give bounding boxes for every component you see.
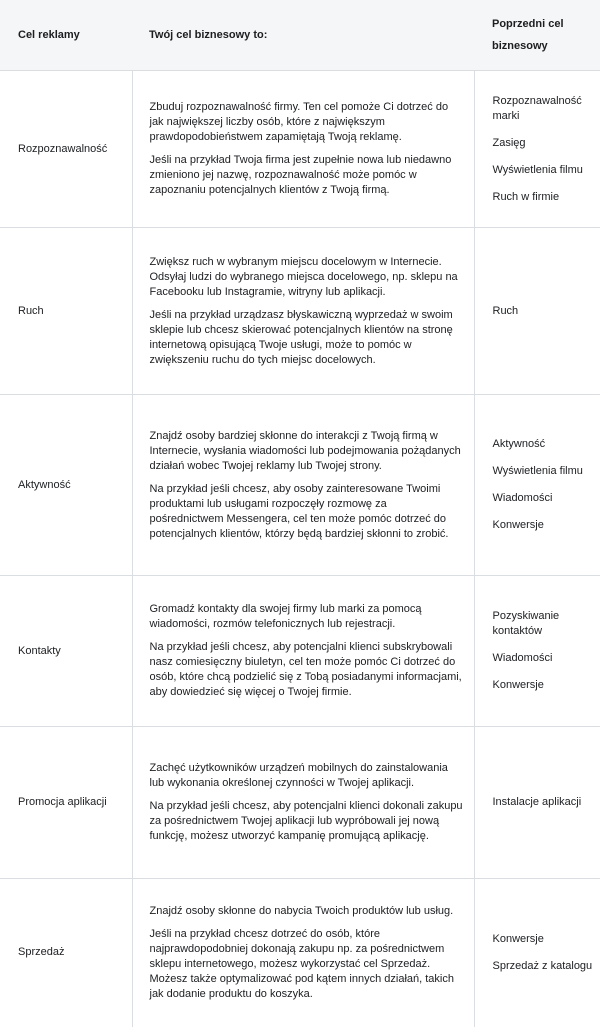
description-cell xyxy=(132,879,474,1027)
description-paragraph: Na przykład jeśli chcesz, aby osoby zainteresowane Twoimi produktami lub usługami rozpoczęły rozmowę za pośrednictwem Messengera, cel ten może pomóc dotrzeć do potencjalnych klientów, którzy będą bardziej skłonni to zrobić. xyxy=(149,482,449,540)
description-cell xyxy=(132,727,474,879)
description-paragraph: Jeśli na przykład urządzasz błyskawiczną wyprzedaż w swoim sklepie lub chcesz skierować potencjalnych klientów na stronę internetową opisującą Twoje usługi, może to pomóc w zwiększeniu ruchu do tych miejsc docelowych. xyxy=(149,308,453,366)
objective-cell: Ruch xyxy=(0,228,132,395)
description-paragraph: Na przykład jeśli chcesz, aby potencjalni klienci subskrybowali nasz comiesięczny biuletyn, cel ten może pomóc Ci dotrzeć do osób, które chcą podzielić się z Tobą posiadanymi informacjami, aby dowiedzieć się więcej o Twojej firmie. xyxy=(149,641,462,698)
previous-goals-cell xyxy=(474,879,600,1027)
description-paragraph: Zbuduj rozpoznawalność firmy. Ten cel pomoże Ci dotrzeć do jak największej liczby osób, które z największym prawdopodobieństwem zapamiętają Twoją reklamę. xyxy=(149,101,449,143)
description-cell xyxy=(132,71,474,228)
objective-cell: Kontakty xyxy=(0,576,132,727)
previous-goals-cell xyxy=(474,71,600,228)
previous-goals-cell xyxy=(474,228,600,395)
objective-cell: Sprzedaż xyxy=(0,879,132,1027)
description-paragraph: Jeśli na przykład Twoja firma jest zupełnie nowa lub niedawno zmieniono jej nazwę, rozpoznawalność może pomóc w zapoznaniu potencjalnych klientów z Twoją firmą. xyxy=(149,154,452,196)
description-paragraph: Na przykład jeśli chcesz, aby potencjalni klienci dokonali zakupu za pośrednictwem Twojej aplikacji lub wypróbowali jej nową funkcję, możesz utworzyć kampanię promującą aplikację. xyxy=(149,800,463,842)
table-row xyxy=(0,71,600,228)
previous-goals-cell xyxy=(474,727,600,879)
table-row xyxy=(0,879,600,1027)
description-paragraph: Znajdź osoby skłonne do nabycia Twoich produktów lub usług. xyxy=(149,904,454,917)
previous-goal-item: Wiadomości xyxy=(492,652,553,664)
table-row xyxy=(0,395,600,576)
previous-goal-item: Wyświetlenia filmu xyxy=(492,465,583,477)
previous-goal-item: Konwersje xyxy=(492,519,544,531)
description-paragraph: Zachęć użytkowników urządzeń mobilnych do zainstalowania lub wykonania określonej czynności w Twojej aplikacji. xyxy=(149,762,448,789)
table-row xyxy=(0,727,600,879)
table-row xyxy=(0,228,600,395)
description-paragraph: Jeśli na przykład chcesz dotrzeć do osób, które najprawdopodobniej dokonają zakupu np. za pośrednictwem sklepu internetowego, możesz wykorzystać cel Sprzedaż. Możesz także optymalizować pod kątem innych działań, takich jak dodanie produktu do koszyka. xyxy=(149,927,454,1000)
previous-goal-item: Rozpoznawalność marki xyxy=(492,94,582,122)
description-cell xyxy=(132,576,474,727)
previous-goal-item: Konwersje xyxy=(492,679,544,691)
previous-goals-cell xyxy=(474,395,600,576)
previous-goal-item: Aktywność xyxy=(492,438,546,450)
previous-goal-item: Wiadomości xyxy=(492,492,553,504)
previous-goal-item: Konwersje xyxy=(492,932,544,945)
previous-goal-item: Wyświetlenia filmu xyxy=(492,163,583,176)
objective-cell: Promocja aplikacji xyxy=(0,727,132,879)
description-cell xyxy=(132,228,474,395)
header-ad-objective: Cel reklamy xyxy=(0,0,132,71)
objective-cell: Rozpoznawalność xyxy=(0,71,132,228)
previous-goal-item: Sprzedaż z katalogu xyxy=(492,959,593,972)
table-row xyxy=(0,576,600,727)
previous-goals-cell xyxy=(474,576,600,727)
header-business-goal: Twój cel biznesowy to: xyxy=(132,0,474,71)
header-previous-goal: Poprzedni cel biznesowy xyxy=(474,0,600,71)
description-paragraph: Zwiększ ruch w wybranym miejscu docelowym w Internecie. Odsyłaj ludzi do wybranego miejsca docelowego, np. sklepu na Facebooku lub Instagramie, witryny lub aplikacji. xyxy=(149,255,458,298)
previous-goal-item: Zasięg xyxy=(492,136,526,149)
objective-cell: Aktywność xyxy=(0,395,132,576)
previous-goal-item: Ruch w firmie xyxy=(492,190,560,203)
table-header-row xyxy=(0,0,600,71)
description-cell xyxy=(132,395,474,576)
description-paragraph: Gromadź kontakty dla swojej firmy lub marki za pomocą wiadomości, rozmów telefonicznych lub rejestracji. xyxy=(149,603,422,630)
previous-goal-item: Ruch xyxy=(492,304,519,317)
previous-goal-item: Pozyskiwanie kontaktów xyxy=(492,610,560,637)
previous-goal-item: Instalacje aplikacji xyxy=(492,796,582,808)
description-paragraph: Znajdź osoby bardziej skłonne do interakcji z Twoją firmą w Internecie, wysłania wiadomości lub podejmowania pożądanych działań wobec Twojej reklamy lub Twojej strony. xyxy=(149,429,461,472)
